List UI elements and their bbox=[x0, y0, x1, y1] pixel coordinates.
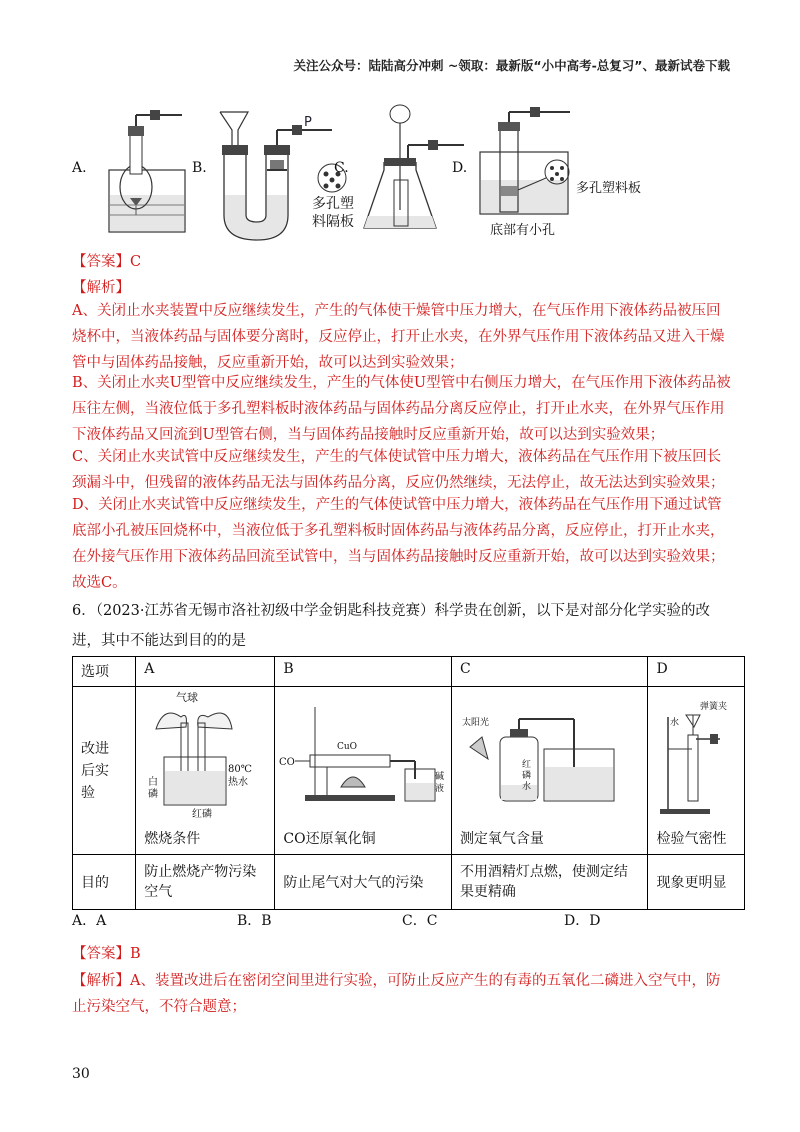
table-purpose-row bbox=[73, 855, 745, 910]
q6-analysis-a bbox=[72, 968, 732, 1020]
row-label: 改进后实验 bbox=[73, 687, 136, 855]
lime-label: 碱 bbox=[435, 772, 445, 782]
apparatus-figure-row bbox=[72, 100, 732, 245]
caption-d: 检验气密性 bbox=[656, 831, 727, 847]
plate-label-1: 多孔塑 bbox=[312, 196, 354, 212]
header-cell: 选项 bbox=[73, 657, 136, 687]
purpose-d: 现象更明显 bbox=[648, 855, 745, 910]
page-header: 关注公众号：陆陆高分冲刺 ~领取：最新版“小中高考-总复习”、最新试卷下载 bbox=[293, 58, 730, 73]
cell-d-figure bbox=[648, 687, 745, 855]
label-c: C. bbox=[334, 160, 349, 176]
row-label: 目的 bbox=[73, 855, 136, 910]
water-label: 热水 bbox=[228, 777, 249, 788]
page-number: 30 bbox=[72, 1066, 90, 1082]
drying-tube-apparatus bbox=[72, 100, 187, 245]
table-header-row bbox=[73, 657, 745, 687]
cell-b-figure bbox=[275, 687, 452, 855]
cell-c-figure bbox=[451, 687, 648, 855]
label-d: D. bbox=[452, 160, 468, 176]
q5-analysis-d: D、关闭止水夹试管中反应继续发生，产生的气体使试管中压力增大，液体药品在气压作用下通过试管底部小孔被压回烧杯中，当液位低于多孔塑料板时固体药品与液体药品分离，反应停止，打开止水夹，在外接气压作用下液体药品回流至试管中，当与固体药品接触时反应重新开始，故可以达到实验效果；故选C。 bbox=[72, 497, 725, 591]
answer-tag: 【答案】 bbox=[72, 946, 130, 962]
analysis-text: A、装置改进后在密闭空间里进行实验，可防止反应产生的有毒的五氧化二磷进入空气中，防止污染空气，不符合题意； bbox=[72, 973, 721, 1015]
cell-a-figure bbox=[136, 687, 275, 855]
oxygen-content-apparatus bbox=[452, 687, 647, 827]
q6-stem: 6．（2023·江苏省无锡市洛社初级中学金钥匙科技竞赛）科学贵在创新，以下是对部分化学实验的改进，其中不能达到目的的是 bbox=[72, 603, 710, 649]
label-b: B. bbox=[192, 160, 207, 176]
white-p-label: 白 bbox=[148, 777, 159, 788]
plate-label: 多孔塑料板 bbox=[576, 181, 642, 196]
white-p-label-2: 磷 bbox=[148, 789, 159, 800]
clip-label: 弹簧夹 bbox=[700, 702, 728, 712]
answer-value: C bbox=[130, 254, 142, 270]
water-label: 水 bbox=[670, 718, 680, 728]
co-label: CO bbox=[279, 757, 296, 768]
balloon-label: 气球 bbox=[176, 691, 199, 704]
q5-analysis-b: B、关闭止水夹U型管中反应继续发生，产生的气体使U型管中右侧压力增大，在气压作用下液体药品被压往左侧，当液位低于多孔塑料板时液体药品与固体药品分离反应停止，打开止水夹，在外界气压作用下液体药品又回流到U型管右侧，当与固体药品接触时反应重新开始，故可以达到实验效果； bbox=[72, 375, 731, 443]
plate-label-2: 料隔板 bbox=[312, 214, 354, 230]
label-a: A. bbox=[72, 160, 87, 176]
purpose-c: 不用酒精灯点燃，使测定结果更精确 bbox=[451, 855, 648, 910]
q5-analysis-c: C、关闭止水夹试管中反应继续发生，产生的气体使试管中压力增大，液体药品在气压作用下被压回长颈漏斗中，但残留的液体药品无法与固体药品分离，反应仍然继续，无法停止，故无法达到实验效果； bbox=[72, 449, 725, 491]
combustion-apparatus bbox=[136, 687, 271, 827]
header-cell: D bbox=[648, 657, 745, 687]
cuo-label: CuO bbox=[337, 742, 358, 752]
header-cell: B bbox=[275, 657, 452, 687]
apparatus-a bbox=[72, 100, 187, 245]
choice-c: C．C bbox=[402, 913, 438, 929]
purpose-b: 防止尾气对大气的污染 bbox=[275, 855, 452, 910]
choice-a: A．A bbox=[72, 913, 107, 929]
q6-options-table bbox=[72, 656, 745, 910]
header-cell: C bbox=[451, 657, 648, 687]
caption-b: CO还原氧化铜 bbox=[283, 831, 376, 847]
airtightness-apparatus bbox=[648, 687, 743, 827]
red-p-label: 红磷 bbox=[192, 809, 213, 820]
choice-d: D．D bbox=[564, 913, 601, 929]
header-cell: A bbox=[136, 657, 275, 687]
analysis-tag: 【解析】 bbox=[72, 973, 130, 989]
caption-c: 测定氧气含量 bbox=[459, 831, 544, 847]
red-p-label-2: 磷 bbox=[521, 771, 531, 781]
red-p-label: 红 bbox=[521, 760, 531, 770]
q6-answer bbox=[72, 942, 141, 963]
co-reduction-apparatus bbox=[275, 687, 450, 827]
purpose-a: 防止燃烧产物污染空气 bbox=[136, 855, 275, 910]
apparatus-d bbox=[452, 100, 652, 245]
sun-label: 太阳光 bbox=[461, 718, 489, 728]
table-experiment-row bbox=[73, 687, 745, 855]
beaker-tube-apparatus bbox=[452, 100, 652, 245]
answer-value: B bbox=[130, 946, 141, 962]
water-label: 水 bbox=[521, 782, 531, 792]
label-p: P bbox=[304, 115, 312, 130]
caption-a: 燃烧条件 bbox=[144, 831, 201, 847]
choice-b: B．B bbox=[237, 913, 272, 929]
q5-answer bbox=[72, 250, 141, 271]
hole-label: 底部有小孔 bbox=[490, 223, 556, 238]
lime-label-2: 液 bbox=[435, 784, 445, 794]
answer-tag: 【答案】 bbox=[72, 254, 130, 270]
q5-analysis-a: A、关闭止水夹装置中反应继续发生，产生的气体使干燥管中压力增大，在气压作用下液体药品被压回烧杯中，当液体药品与固体要分离时，反应停止，打开止水夹，在外界气压作用下液体药品又进入干燥管中与固体药品接触，反应重新开始，故可以达到实验效果； bbox=[72, 303, 725, 371]
temp-label: 80℃ bbox=[228, 764, 253, 775]
q5-analysis-tag: 【解析】 bbox=[72, 280, 130, 296]
